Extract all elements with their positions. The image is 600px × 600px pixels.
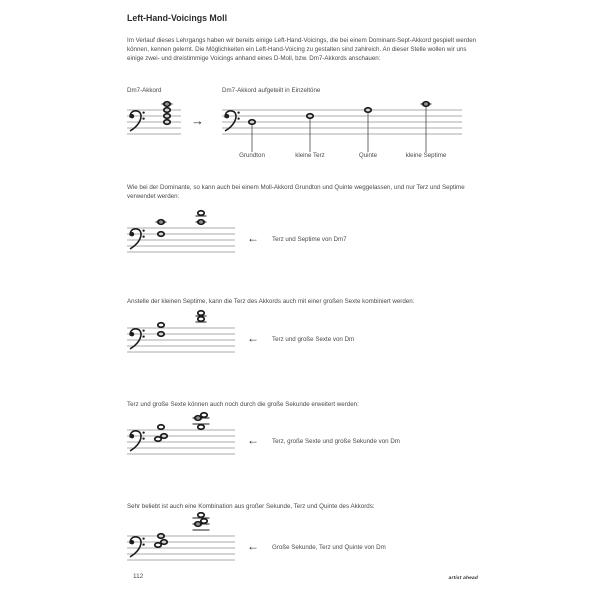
dm7-split-label: Dm7-Akkord aufgeteilt in Einzeltöne (222, 87, 321, 94)
left-arrow-icon: ← (247, 331, 259, 345)
tone-label-minor-third: kleine Terz (295, 152, 325, 159)
caption-second-third-fifth: Große Sekunde, Terz und Quinte von Dm (272, 544, 386, 551)
caption-third-sixth-second: Terz, große Sexte und große Sekunde von Dm (272, 438, 400, 445)
tone-label-fifth: Quinte (358, 152, 378, 159)
section-text-second-third-fifth: Sehr beliebt ist auch eine Kombination aus großer Sekunde, Terz und Quinte des Akkords: (127, 503, 375, 510)
staff-third-sixth-second (127, 410, 235, 458)
staff-third-sixth (127, 308, 235, 356)
right-arrow-icon: → (191, 113, 204, 128)
page-title: Left-Hand-Voicings Moll (127, 13, 228, 23)
intro-paragraph: Im Verlauf dieses Lehrgangs haben wir bereits einige Left-Hand-Voicings, die bei einem Dominant-Sept-Akkord gespielt werden können, kennen gelernt. Die Möglichkeiten ein Left-Hand-Voicing zu gestalten sind zahlreich. An dieser Stelle wollen wir uns einige zwei- und dreistimmige Voicings anhand eines D-Moll, bzw. Dm7-Akkords anschauen: (127, 37, 477, 63)
caption-third-seventh: Terz und Septime von Dm7 (272, 236, 347, 243)
section-text-third-seventh: Wie bei der Dominante, so kann auch bei einem Moll-Akkord Grundton und Quinte weggelassen, und nur Terz und Septime verwendet werden: (127, 184, 465, 201)
staff-dm7-chord (127, 96, 181, 140)
section-text-third-sixth-second: Terz und große Sexte können auch noch durch die große Sekunde erweitert werden: (127, 401, 359, 408)
staff-third-seventh (127, 208, 235, 256)
section-text-third-sixth: Anstelle der kleinen Septime, kann die Terz des Akkords auch mit einer großen Sexte kombiniert werden: (127, 298, 415, 305)
publisher-logo: artist ahead (448, 576, 478, 581)
caption-third-sixth: Terz und große Sexte von Dm (272, 336, 355, 343)
page-number: 112 (133, 573, 144, 580)
left-arrow-icon: ← (247, 433, 259, 447)
left-arrow-icon: ← (247, 231, 259, 245)
staff-second-third-fifth (127, 512, 235, 564)
dm7-chord-label: Dm7-Akkord (127, 87, 162, 94)
tone-label-root: Grundton (239, 152, 265, 159)
left-arrow-icon: ← (247, 539, 259, 553)
tone-label-minor-seventh: kleine Septime (405, 152, 447, 159)
